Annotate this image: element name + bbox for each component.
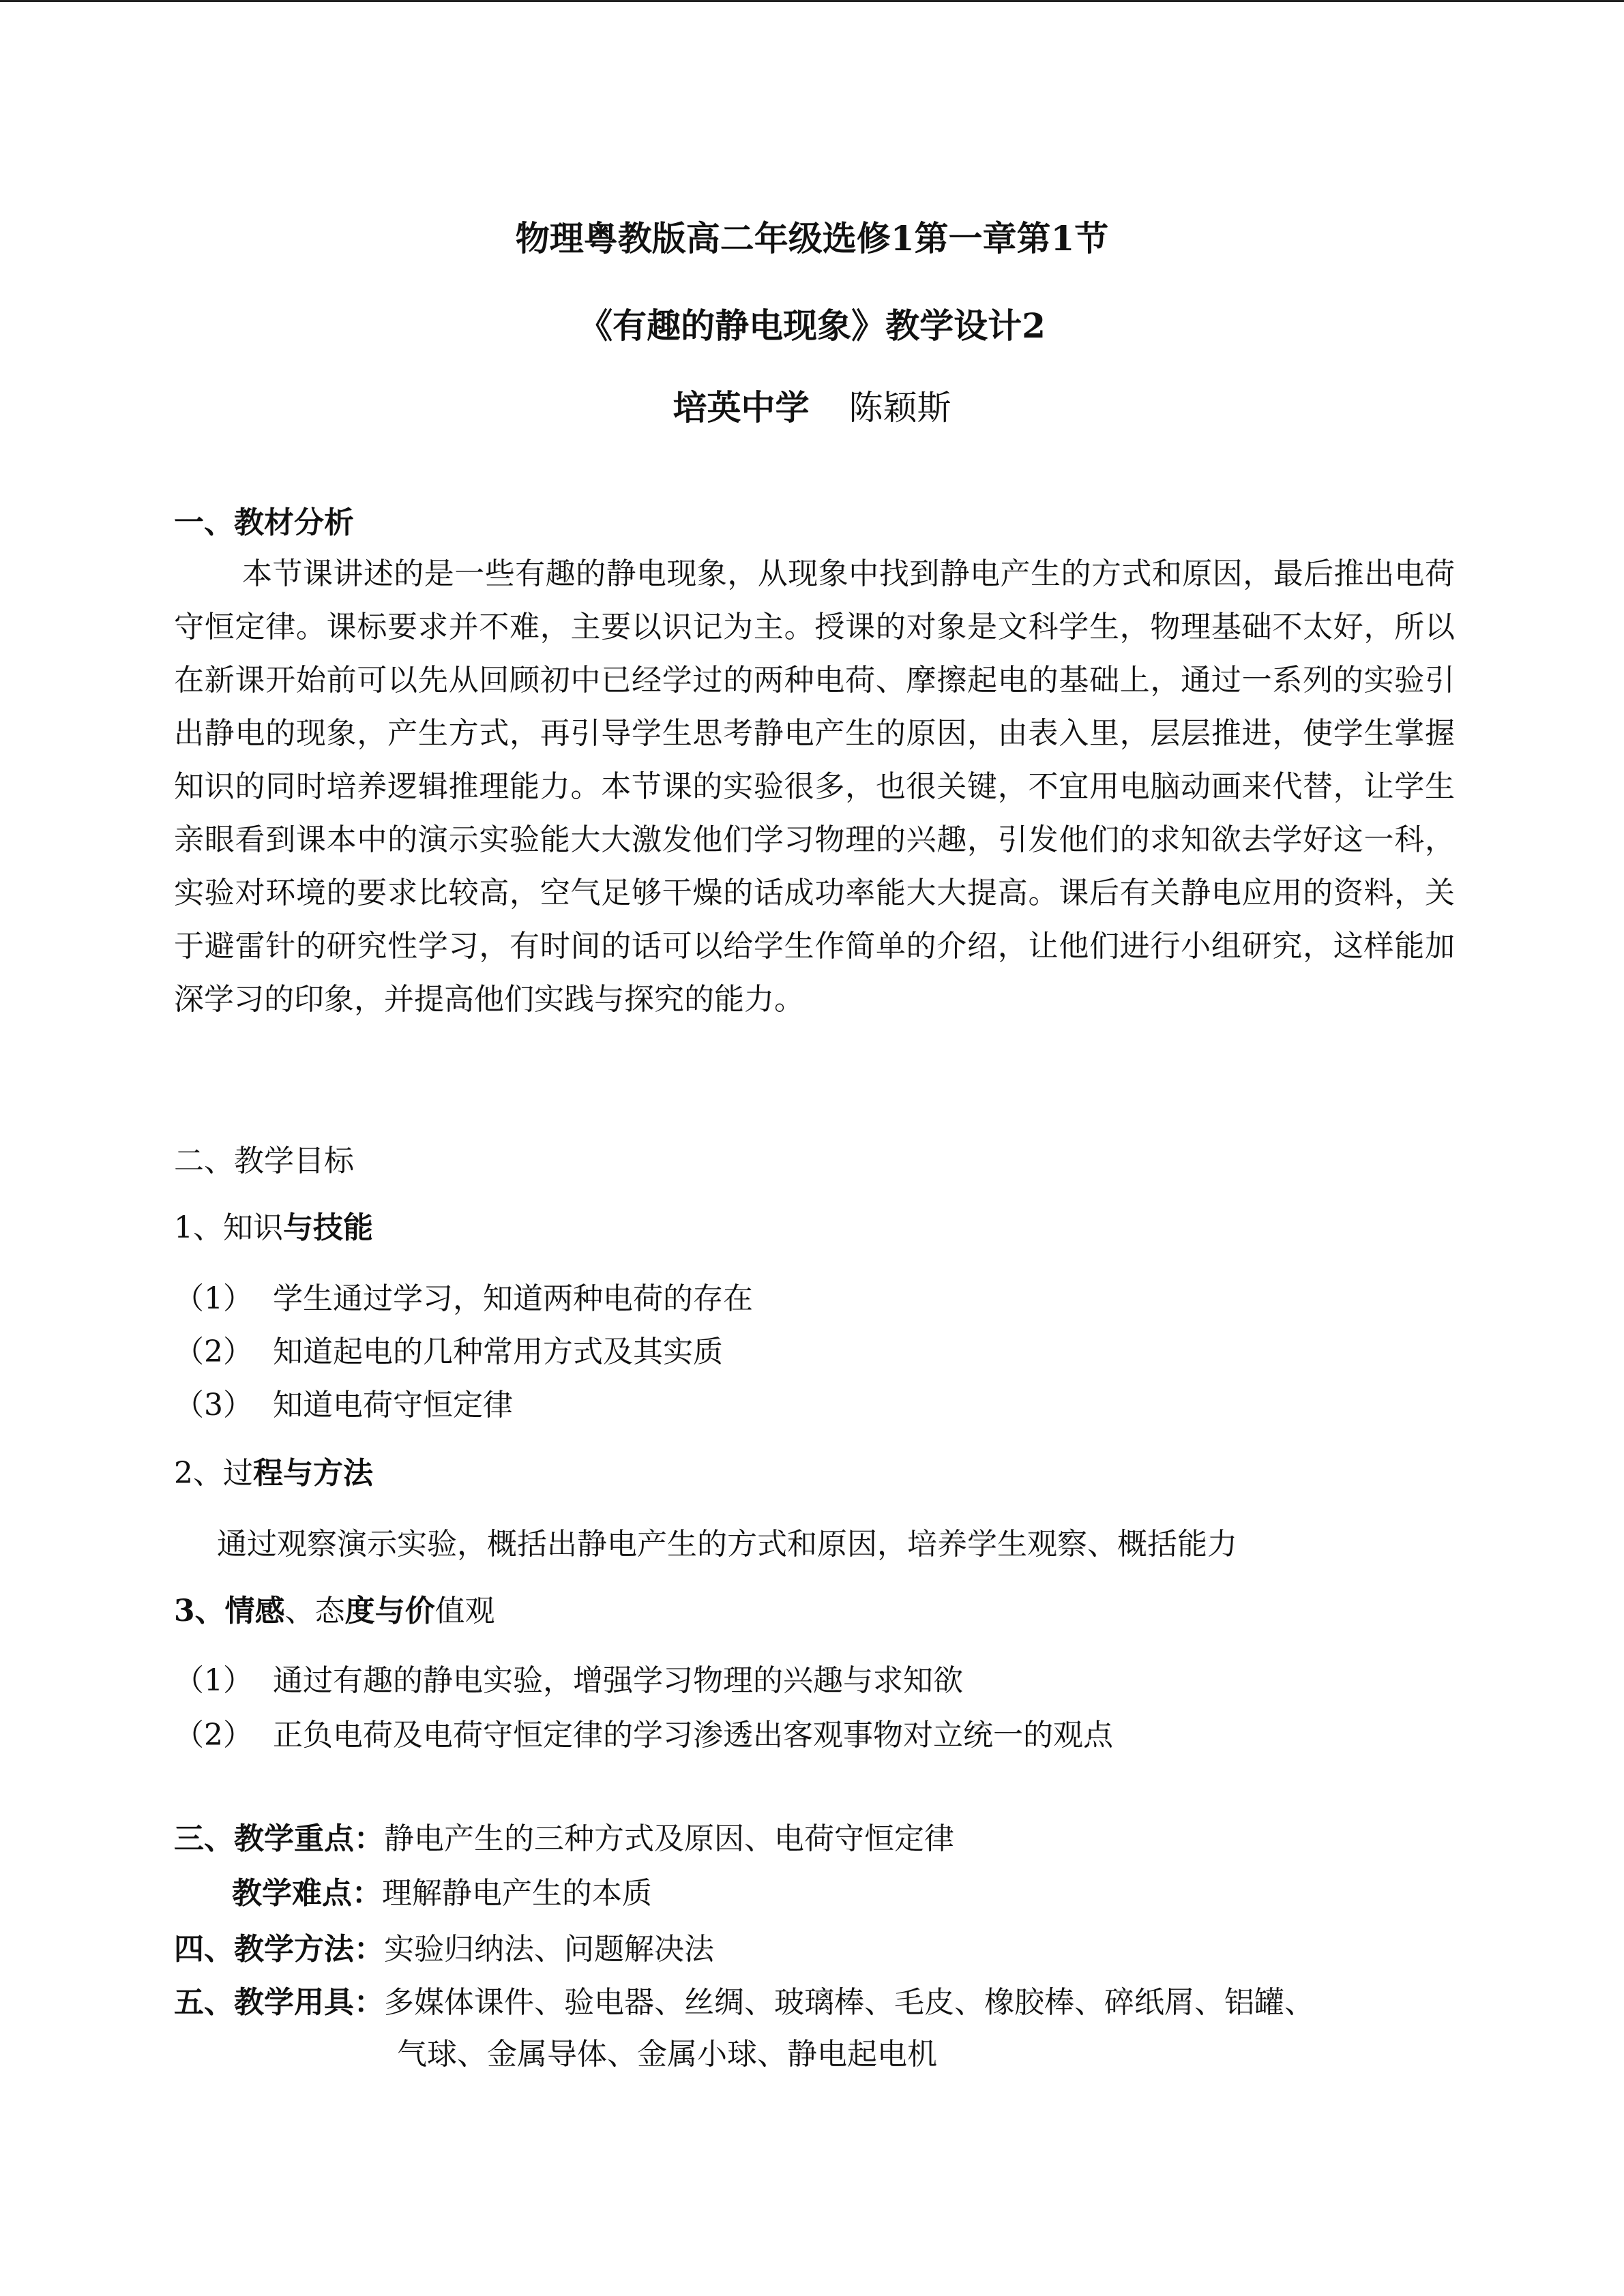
subheading-part: 值观 [434, 1594, 495, 1628]
subheading-knowledge-skills [174, 1208, 373, 1249]
subheading-emotion-attitude-values [174, 1591, 495, 1632]
subheading-part: 与技能 [283, 1210, 373, 1245]
subheading-process-methods [174, 1453, 373, 1494]
document-title-line2: 《有趣的静电现象》教学设计2 [578, 305, 1046, 346]
teaching-tools-row-continued: 气球、金属导体、金属小球、静电起电机 [397, 2037, 937, 2072]
goal-item [174, 1715, 1113, 1756]
goal-item [174, 1660, 963, 1701]
item-number: （3） [174, 1388, 253, 1422]
item-text: 学生通过学习，知道两种电荷的存在 [273, 1281, 753, 1316]
teaching-tools-label: 五、教学用具： [174, 1985, 384, 2020]
author-name: 陈颖斯 [848, 388, 951, 428]
teaching-method-value: 实验归纳法、问题解决法 [384, 1932, 714, 1967]
textbook-analysis-paragraph: 本节课讲述的是一些有趣的静电现象，从现象中找到静电产生的方式和原因，最后推出电荷守恒定律。课标要求并不难，主要以识记为主。授课的对象是文科学生，物理基础不太好，所以在新课开始前可以先从回顾初中已经学过的两种电荷、摩擦起电的基础上，通过一系列的实验引出静电的现象，产生方式，再引导学生思考静电产生的原因，由表入里，层层推进，使学生掌握知识的同时培养逻辑推理能力。本节课的实验很多，也很关键，不宜用电脑动画来代替，让学生亲眼看到课本中的演示实验能大大激发他们学习物理的兴趣，引发他们的求知欲去学好这一科，实验对环境的要求比较高，空气足够干燥的话成功率能大大提高。课后有关静电应用的资料，关于避雷针的研究性学习，有时间的话可以给学生作简单的介绍，让他们进行小组研究，这样能加深学习的印象，并提高他们实践与探究的能力。 [174, 556, 1455, 1017]
subheading-part: 2、过 [174, 1456, 253, 1491]
section-heading-textbook-analysis: 一、教材分析 [174, 505, 354, 540]
teaching-tools-row [174, 1982, 1314, 2023]
school-name: 培英中学 [673, 387, 810, 428]
difficulty-value: 理解静电产生的本质 [382, 1876, 652, 1911]
subheading-part: 、态 [284, 1594, 345, 1628]
teaching-method-row [174, 1929, 714, 1970]
teaching-method-label: 四、教学方法： [174, 1932, 384, 1967]
item-text: 正负电荷及电荷守恒定律的学习渗透出客观事物对立统一的观点 [273, 1718, 1113, 1753]
section-heading-teaching-goals: 二、教学目标 [174, 1144, 354, 1178]
key-point-label: 三、教学重点： [174, 1821, 384, 1856]
goal-item [174, 1279, 753, 1320]
item-number: （1） [174, 1663, 253, 1698]
teaching-tools-value: 多媒体课件、验电器、丝绸、玻璃棒、毛皮、橡胶棒、碎纸屑、铝罐、 [384, 1985, 1314, 2020]
goal-item [174, 1332, 723, 1373]
difficulty-label: 教学难点： [232, 1876, 382, 1911]
subheading-part: 1、知 [174, 1210, 253, 1245]
author-line [0, 384, 1624, 432]
item-text: 知道电荷守恒定律 [273, 1388, 513, 1422]
key-point-value: 静电产生的三种方式及原因、电荷守恒定律 [384, 1821, 954, 1856]
process-methods-text: 通过观察演示实验，概括出静电产生的方式和原因，培养学生观察、概括能力 [217, 1527, 1237, 1562]
item-number: （2） [174, 1335, 253, 1369]
item-number: （2） [174, 1718, 253, 1753]
key-point-row [174, 1819, 954, 1860]
subheading-part: 度与价 [344, 1594, 435, 1628]
document-title-line1: 物理粤教版高二年级选修1第一章第1节 [515, 218, 1109, 258]
subheading-part: 识 [253, 1210, 283, 1245]
item-text: 通过有趣的静电实验，增强学习物理的兴趣与求知欲 [273, 1663, 963, 1698]
subheading-part: 3、情感 [174, 1594, 285, 1628]
item-number: （1） [174, 1281, 253, 1316]
goal-item [174, 1385, 513, 1426]
difficulty-row [232, 1873, 652, 1914]
item-text: 知道起电的几种常用方式及其实质 [273, 1335, 723, 1369]
subheading-part: 程与方法 [253, 1456, 373, 1491]
